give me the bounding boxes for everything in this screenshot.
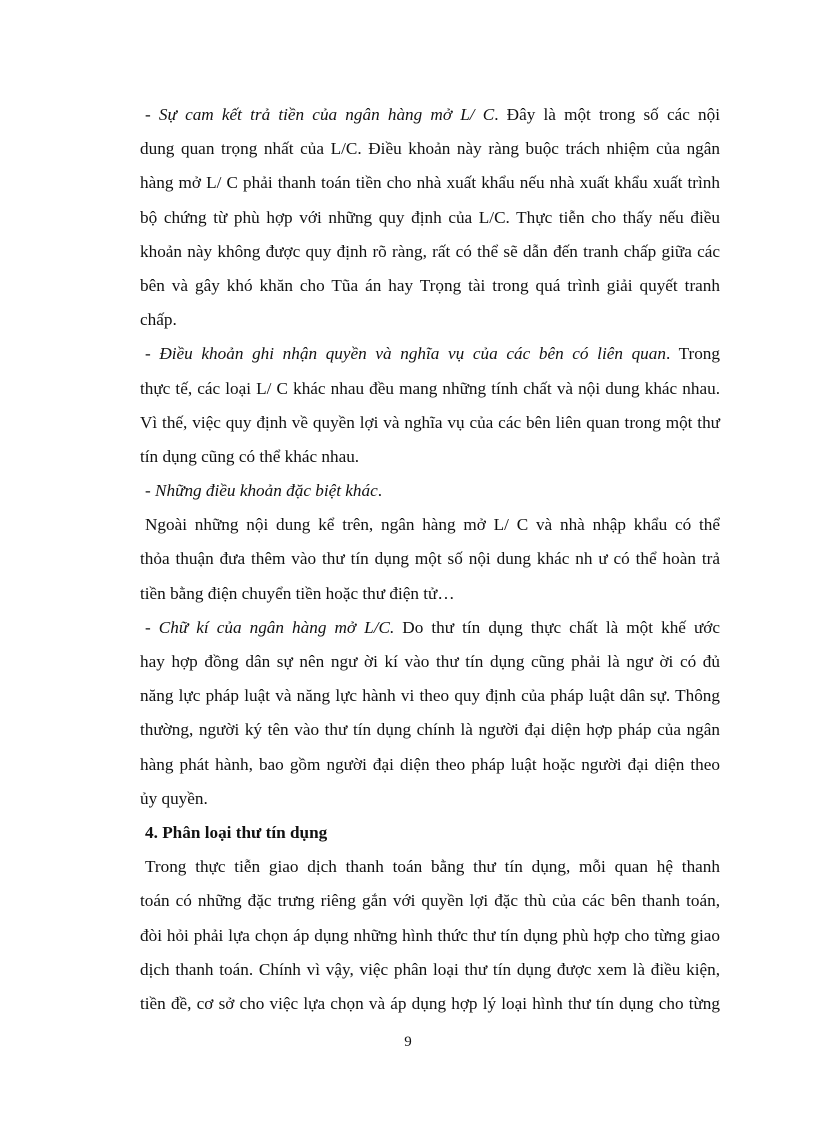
italic-term: - Chữ kí của ngân hàng mở L/C. xyxy=(145,617,395,637)
text-line: năng lực pháp luật và năng lực hành vi theo quy định của pháp luật dân sự. Thông xyxy=(140,686,720,706)
document-body xyxy=(140,98,720,1021)
italic-term: - Điều khoản ghi nhận quyền và nghĩa vụ của các bên có liên quan xyxy=(145,344,666,364)
text-line: ủy quyền. xyxy=(140,788,208,808)
text-line: đòi hỏi phải lựa chọn áp dụng những hình thức thư tín dụng phù hợp cho từng giao xyxy=(140,925,720,945)
text-line: toán có những đặc trưng riêng gắn với quyền lợi đặc thù của các bên thanh toán, xyxy=(140,891,720,911)
text-line: dung quan trọng nhất của L/C. Điều khoản này ràng buộc trách nhiệm của ngân xyxy=(140,139,720,159)
text-line: Trong thực tiễn giao dịch thanh toán bằng thư tín dụng, mỗi quan hệ thanh xyxy=(145,857,720,877)
text-line: chấp. xyxy=(140,310,177,330)
italic-term: - Những điều khoản đặc biệt khác xyxy=(145,481,378,501)
text-line: tiền đề, cơ sở cho việc lựa chọn và áp dụng hợp lý loại hình thư tín dụng cho từng xyxy=(140,993,720,1013)
text-line: thường, người ký tên vào thư tín dụng chính là người đại diện hợp pháp của ngân xyxy=(140,720,720,740)
text-line: hay hợp đồng dân sự nên ngư ời kí vào thư tín dụng cũng phải là ngư ời có đủ xyxy=(140,652,720,671)
paragraph-rights-obligations xyxy=(140,337,720,474)
text-line: khoản này không được quy định rõ ràng, rất có thể sẽ dẫn đến tranh chấp giữa các xyxy=(140,241,720,261)
text-line: dịch thanh toán. Chính vì vậy, việc phân loại thư tín dụng được xem là điều kiện, xyxy=(140,959,720,979)
paragraph-payment-commitment xyxy=(140,98,720,337)
page-number: 9 xyxy=(404,1034,412,1050)
text-line: - Những điều khoản đặc biệt khác. xyxy=(145,481,383,501)
text-line: Vì thế, việc quy định về quyền lợi và nghĩa vụ của các bên liên quan trong một thư xyxy=(140,412,720,432)
paragraph-classification xyxy=(140,850,720,1021)
text-line: bên và gây khó khăn cho Tũa án hay Trọng tài trong quá trình giải quyết tranh xyxy=(140,275,720,295)
section-heading: 4. Phân loại thư tín dụng xyxy=(145,822,328,842)
text-line: thực tế, các loại L/ C khác nhau đều mang những tính chất và nội dung khác nhau. xyxy=(140,378,720,398)
text-line: hàng phát hành, bao gồm người đại diện theo pháp luật hoặc người đại diện theo xyxy=(140,754,720,774)
text-line: - Chữ kí của ngân hàng mở L/C. Do thư tín dụng thực chất là một khế ước xyxy=(145,617,721,637)
text-line: hàng mở L/ C phải thanh toán tiền cho nhà xuất khẩu nếu nhà xuất khẩu xuất trình xyxy=(140,173,720,193)
italic-term: - Sự cam kết trả tiền của ngân hàng mở L/ C xyxy=(145,105,495,124)
paragraph-other-content xyxy=(140,508,720,611)
paragraph-signature xyxy=(140,611,720,816)
text-line: tiền bằng điện chuyển tiền hoặc thư điện tử… xyxy=(140,583,455,603)
paragraph-special-terms xyxy=(140,474,720,508)
text-line: tín dụng cũng có thể khác nhau. xyxy=(140,446,360,466)
text-line: Ngoài những nội dung kể trên, ngân hàng mở L/ C và nhà nhập khẩu có thể xyxy=(145,515,720,535)
text-line: thỏa thuận đưa thêm vào thư tín dụng một số nội dung khác nh ư có thể hoàn trả xyxy=(140,549,720,569)
text-line: - Sự cam kết trả tiền của ngân hàng mở L/ C. Đây là một trong số các nội xyxy=(145,105,720,124)
text-line: bộ chứng từ phù hợp với những quy định của L/C. Thực tiễn cho thấy nếu điều xyxy=(140,207,720,227)
text-line: - Điều khoản ghi nhận quyền và nghĩa vụ của các bên có liên quan. Trong xyxy=(145,344,720,364)
